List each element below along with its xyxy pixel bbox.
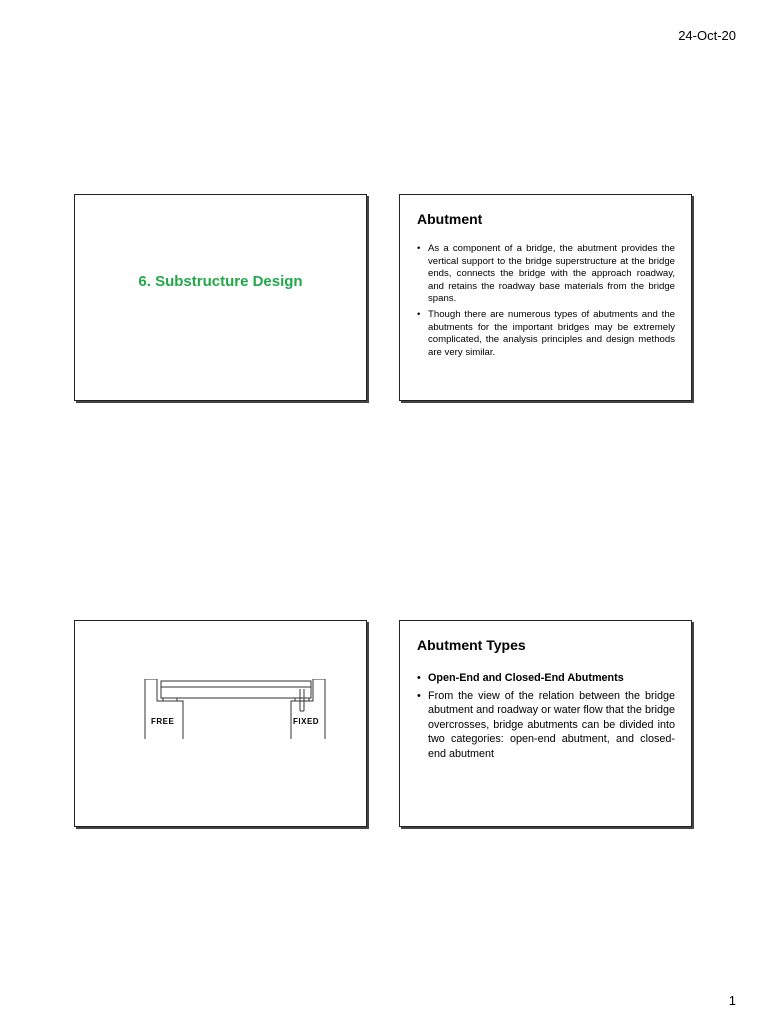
bridge-deck (161, 681, 311, 698)
bullet-dot: • (417, 689, 421, 702)
fixed-label: FIXED (293, 717, 320, 726)
bullet-dot: • (417, 672, 421, 684)
bullet-dot: • (417, 308, 421, 320)
free-bearing (163, 698, 177, 701)
bullet-dot: • (417, 243, 421, 254)
bullet-text: As a component of a bridge, the abutment provides the vertical support to the bridge superstructure at the bridge ends, connects the bridge with the approach roadway, and retains the roadway base materials from the bridge spans. (428, 243, 675, 305)
slide-abutment (399, 194, 692, 401)
slide-title-text: 6. Substructure Design (138, 273, 303, 290)
page-number: 1 (728, 993, 736, 1008)
bullet-text: From the view of the relation between the bridge abutment and roadway or water flow that the bridge overcrosses, bridge abutments can be divided into two categories: open-end abutment, and closed-end abutment (428, 689, 675, 760)
fixed-bearing (295, 698, 309, 701)
bullet-text: Though there are numerous types of abutments and the abutments for the important bridges may be extremely complicated, the analysis principles and design methods are very similar. (428, 308, 675, 358)
bullet-list (417, 671, 675, 765)
bullet-item (417, 689, 675, 762)
bullet-list (417, 243, 675, 362)
slide-heading: Abutment (417, 211, 483, 227)
slide-title (74, 194, 367, 401)
free-label: FREE (151, 717, 175, 726)
bullet-item (417, 309, 675, 359)
bullet-item (417, 671, 675, 686)
slide-diagram (74, 620, 367, 827)
bridge-bearing-diagram (143, 679, 333, 754)
bullet-text: Open-End and Closed-End Abutments (428, 672, 624, 684)
left-abutment (145, 679, 183, 739)
page-date: 24-Oct-20 (678, 28, 736, 43)
slide-heading: Abutment Types (417, 637, 526, 653)
slide-abutment-types (399, 620, 692, 827)
bullet-item (417, 243, 675, 306)
right-abutment (291, 679, 325, 739)
